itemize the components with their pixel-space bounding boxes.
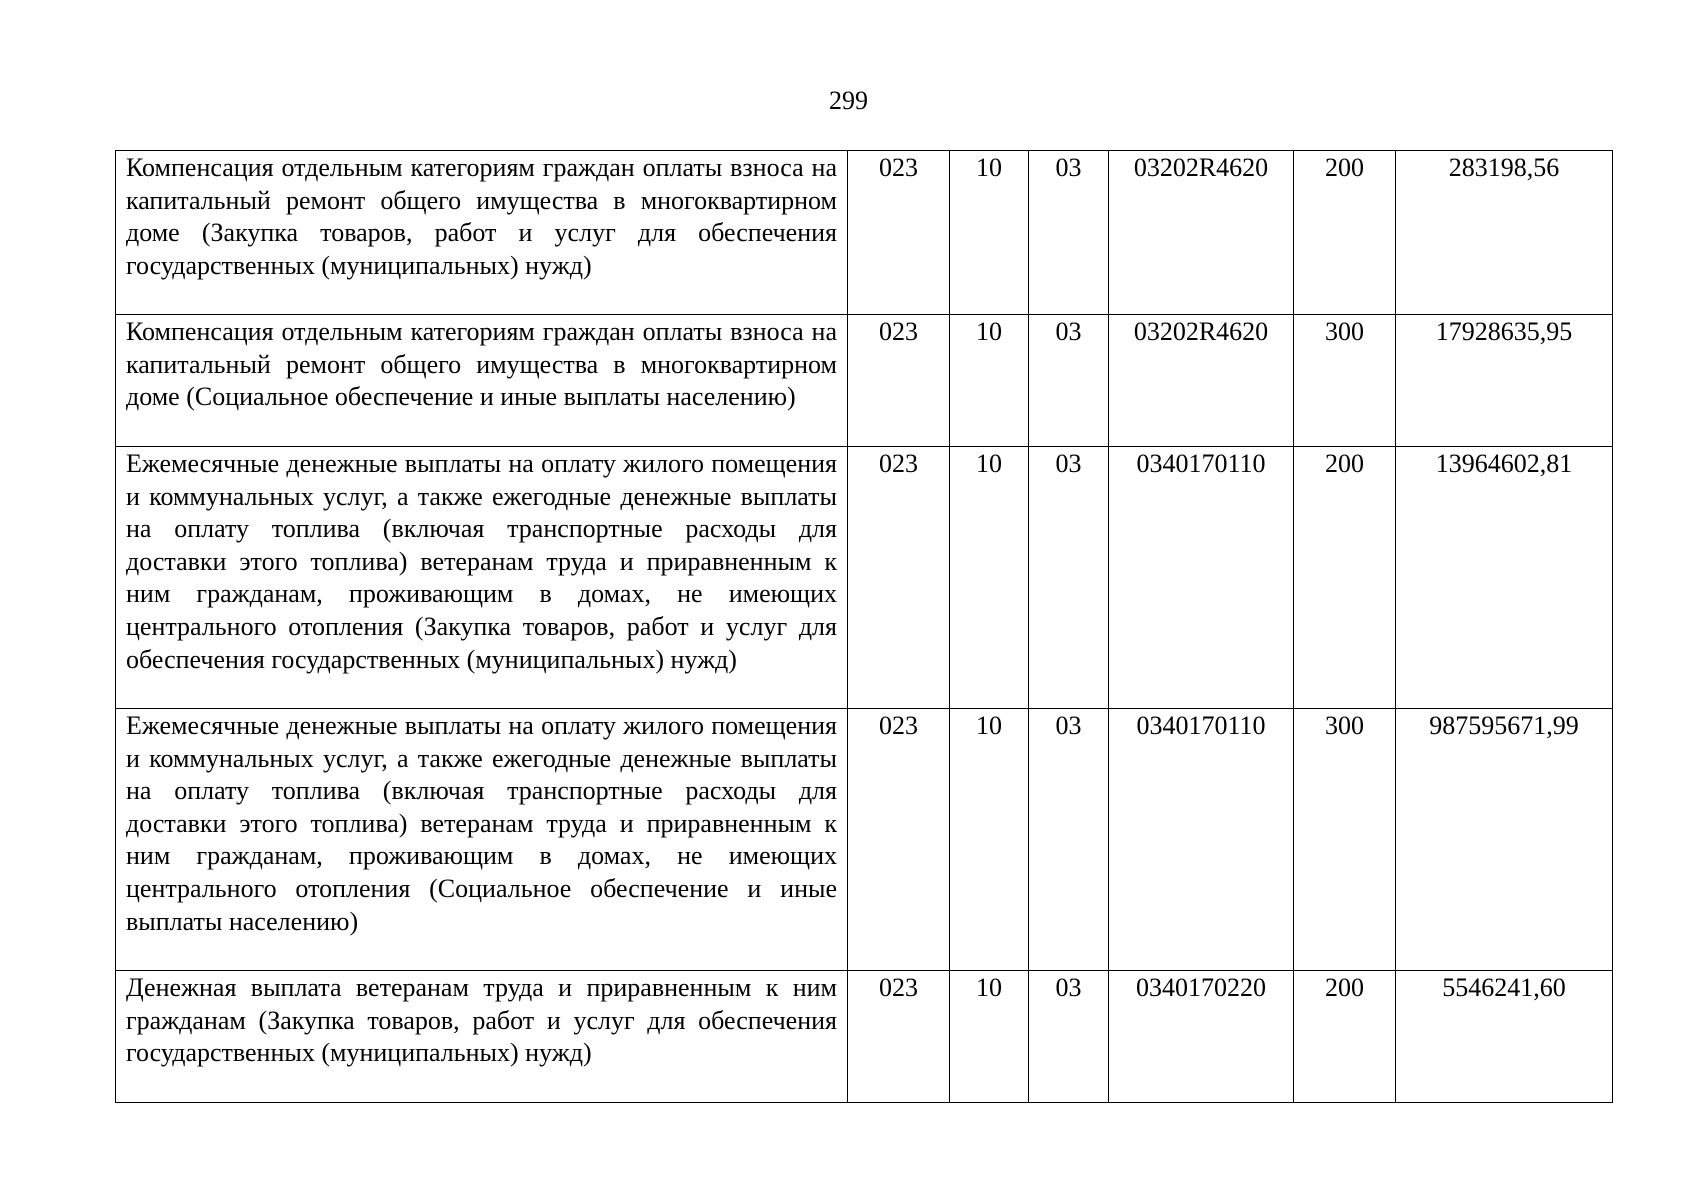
row-description: Ежемесячные денежные выплаты на оплату жилого помещения и коммунальных услуг, а также ежегодные денежные выплаты на оплату топлива (включая транспортные расходы для доставки этого топлива) ветеранам труда и приравненным к ним гражданам, проживающим в домах, не имеющих центрального отопления (Социальное обеспечение и иные выплаты населению) — [116, 709, 848, 971]
row-target-code: 03202R4620 — [1109, 151, 1294, 315]
page-number: 299 — [829, 86, 868, 115]
row-ministry-code: 023 — [848, 971, 950, 1103]
row-amount: 17928635,95 — [1396, 315, 1613, 447]
row-ministry-code: 023 — [848, 151, 950, 315]
row-section-code: 10 — [950, 709, 1029, 971]
row-expense-type-code: 200 — [1294, 151, 1396, 315]
row-subsection-code: 03 — [1029, 447, 1109, 709]
row-target-code: 0340170220 — [1109, 971, 1294, 1103]
table-row — [116, 315, 1613, 447]
row-expense-type-code: 300 — [1294, 709, 1396, 971]
table-row — [116, 971, 1613, 1103]
row-target-code: 03202R4620 — [1109, 315, 1294, 447]
row-expense-type-code: 300 — [1294, 315, 1396, 447]
row-subsection-code: 03 — [1029, 971, 1109, 1103]
row-expense-type-code: 200 — [1294, 971, 1396, 1103]
row-amount: 987595671,99 — [1396, 709, 1613, 971]
table-row — [116, 709, 1613, 971]
row-target-code: 0340170110 — [1109, 447, 1294, 709]
row-description: Денежная выплата ветеранам труда и приравненным к ним гражданам (Закупка товаров, работ и услуг для обеспечения государственных (муниципальных) нужд) — [116, 971, 848, 1103]
row-subsection-code: 03 — [1029, 709, 1109, 971]
row-section-code: 10 — [950, 315, 1029, 447]
table-row — [116, 151, 1613, 315]
row-section-code: 10 — [950, 971, 1029, 1103]
row-description: Ежемесячные денежные выплаты на оплату жилого помещения и коммунальных услуг, а также ежегодные денежные выплаты на оплату топлива (включая транспортные расходы для доставки этого топлива) ветеранам труда и приравненным к ним гражданам, проживающим в домах, не имеющих центрального отопления (Закупка товаров, работ и услуг для обеспечения государственных (муниципальных) нужд) — [116, 447, 848, 709]
row-ministry-code: 023 — [848, 709, 950, 971]
budget-table — [115, 150, 1613, 1103]
row-amount: 5546241,60 — [1396, 971, 1613, 1103]
row-section-code: 10 — [950, 447, 1029, 709]
row-section-code: 10 — [950, 151, 1029, 315]
row-subsection-code: 03 — [1029, 151, 1109, 315]
table-row — [116, 447, 1613, 709]
row-expense-type-code: 200 — [1294, 447, 1396, 709]
row-description: Компенсация отдельным категориям граждан оплаты взноса на капитальный ремонт общего имущества в многоквартирном доме (Социальное обеспечение и иные выплаты населению) — [116, 315, 848, 447]
row-ministry-code: 023 — [848, 315, 950, 447]
row-subsection-code: 03 — [1029, 315, 1109, 447]
row-ministry-code: 023 — [848, 447, 950, 709]
row-amount: 13964602,81 — [1396, 447, 1613, 709]
row-amount: 283198,56 — [1396, 151, 1613, 315]
row-description: Компенсация отдельным категориям граждан оплаты взноса на капитальный ремонт общего имущества в многоквартирном доме (Закупка товаров, работ и услуг для обеспечения государственных (муниципальных) нужд) — [116, 151, 848, 315]
row-target-code: 0340170110 — [1109, 709, 1294, 971]
